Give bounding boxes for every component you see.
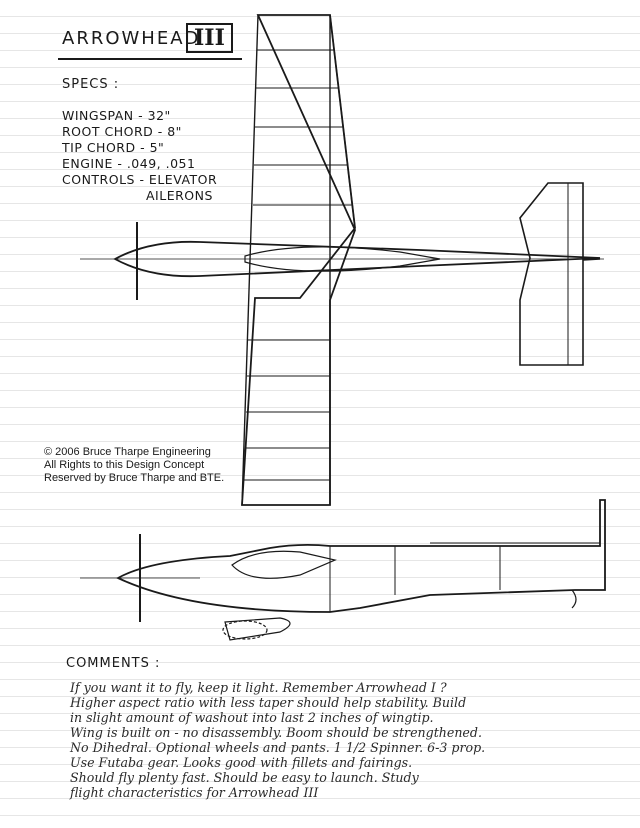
spec-line: WINGSPAN - 32": [62, 108, 171, 123]
comment-line: flight characteristics for Arrowhead III: [70, 785, 319, 800]
spec-line: ROOT CHORD - 8": [62, 124, 182, 139]
copyright-line: Reserved by Bruce Tharpe and BTE.: [44, 472, 225, 484]
comments-text: [70, 680, 485, 800]
copyright-notice: [44, 446, 224, 485]
title: ARROWHEAD: [62, 28, 201, 49]
spec-line-extra: AILERONS: [146, 188, 213, 203]
copyright-line: © 2006 Bruce Tharpe Engineering: [44, 446, 211, 458]
comments-heading: COMMENTS :: [66, 656, 161, 671]
comment-line: Higher aspect ratio with less taper should help stability. Build: [70, 695, 467, 710]
comment-line: Wing is built on - no disassembly. Boom should be strengthened.: [70, 725, 482, 740]
comment-line: Should fly plenty fast. Should be easy to launch. Study: [70, 770, 419, 785]
spec-list: [62, 108, 217, 188]
side-view: [80, 500, 605, 640]
top-view: [80, 15, 604, 505]
comment-line: If you want it to fly, keep it light. Remember Arrowhead I ?: [70, 680, 447, 695]
specs-heading: SPECS :: [62, 77, 120, 92]
spec-line: CONTROLS - ELEVATOR: [62, 172, 218, 187]
comment-line: Use Futaba gear. Looks good with fillets and fairings.: [70, 755, 413, 770]
spec-line: TIP CHORD - 5": [62, 140, 165, 155]
spec-line: ENGINE - .049, .051: [62, 156, 196, 171]
title-underline: [58, 58, 242, 60]
title-version: III: [186, 23, 233, 53]
comment-line: in slight amount of washout into last 2 inches of wingtip.: [70, 710, 434, 725]
copyright-line: All Rights to this Design Concept: [44, 459, 205, 471]
comment-line: No Dihedral. Optional wheels and pants. 1 1/2 Spinner. 6-3 prop.: [70, 740, 486, 755]
